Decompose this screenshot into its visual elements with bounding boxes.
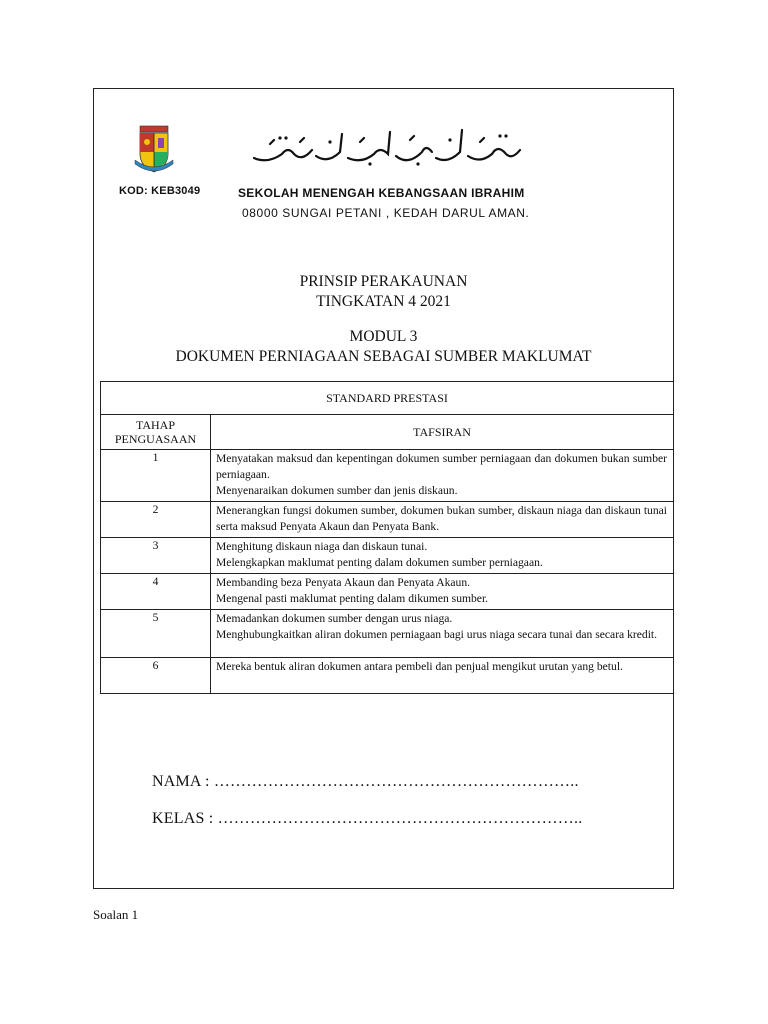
module-number: MODUL 3 xyxy=(349,328,418,345)
name-dotted-line[interactable]: : ………………………………………………………….. xyxy=(200,773,579,790)
module-title-block xyxy=(93,327,674,367)
column-header-interpretation: TAFSIRAN xyxy=(211,415,674,450)
school-name: SEKOLAH MENENGAH KEBANGSAAN IBRAHIM xyxy=(238,186,525,200)
description-line: Membanding beza Penyata Akaun dan Penyata Akaun. xyxy=(216,576,471,589)
class-dotted-line[interactable]: : ………………………………………………………….. xyxy=(204,810,583,827)
name-field[interactable] xyxy=(152,773,579,791)
subject-title-block xyxy=(93,272,674,312)
table-caption: STANDARD PRESTASI xyxy=(101,382,674,415)
description-line: Menyenaraikan dokumen sumber dan jenis diskaun. xyxy=(216,484,458,497)
description-line: Memadankan dokumen sumber dengan urus niaga. xyxy=(216,612,453,625)
table-row xyxy=(101,502,674,538)
level-cell: 3 xyxy=(101,538,211,574)
description-cell xyxy=(211,574,674,610)
module-topic: DOKUMEN PERNIAGAAN SEBAGAI SUMBER MAKLUMAT xyxy=(175,348,592,365)
description-cell xyxy=(211,538,674,574)
school-crest-icon xyxy=(132,124,176,176)
description-line: Menghubungkaitkan aliran dokumen perniagaan bagi urus niaga secara tunai dan secara kredit. xyxy=(216,628,658,641)
document-code: KOD: KEB3049 xyxy=(119,185,201,197)
table-row xyxy=(101,574,674,610)
level-cell: 1 xyxy=(101,450,211,502)
level-cell: 6 xyxy=(101,658,211,694)
table-row xyxy=(101,450,674,502)
level-cell: 2 xyxy=(101,502,211,538)
name-label: NAMA xyxy=(152,773,201,790)
form-year: TINGKATAN 4 2021 xyxy=(316,293,451,310)
class-label: KELAS xyxy=(152,810,205,827)
column-header-level-label: TAHAP PENGUASAAN xyxy=(114,418,197,446)
description-cell xyxy=(211,502,674,538)
subject-title: PRINSIP PERAKAUNAN xyxy=(299,273,468,290)
description-line: Mengenal pasti maklumat penting dalam dikumen sumber. xyxy=(216,592,489,605)
description-cell xyxy=(211,658,674,694)
description-line: Menerangkan fungsi dokumen sumber, dokumen bukan sumber, diskaun niaga dan diskaun tunai serta maksud Penyata Akaun dan Penyata Bank. xyxy=(216,504,668,533)
school-address: 08000 SUNGAI PETANI , KEDAH DARUL AMAN. xyxy=(242,206,530,220)
description-line: Mereka bentuk aliran dokumen antara pembeli dan penjual mengikut urutan yang betul. xyxy=(216,660,623,673)
table-row xyxy=(101,610,674,658)
description-line: Menyatakan maksud dan kepentingan dokumen sumber perniagaan dan dokumen bukan sumber perniagaan. xyxy=(216,452,668,481)
description-cell xyxy=(211,450,674,502)
description-cell xyxy=(211,610,674,658)
column-header-level xyxy=(101,415,211,450)
table-row xyxy=(101,658,674,694)
table-row xyxy=(101,538,674,574)
question-label: Soalan 1 xyxy=(93,907,139,922)
class-field[interactable] xyxy=(152,810,582,828)
level-cell: 5 xyxy=(101,610,211,658)
level-cell: 4 xyxy=(101,574,211,610)
performance-standard-table xyxy=(100,381,674,694)
jawi-calligraphy-icon xyxy=(250,124,525,168)
description-line: Melengkapkan maklumat penting dalam dokumen sumber perniagaan. xyxy=(216,556,543,569)
description-line: Menghitung diskaun niaga dan diskaun tunai. xyxy=(216,540,428,553)
